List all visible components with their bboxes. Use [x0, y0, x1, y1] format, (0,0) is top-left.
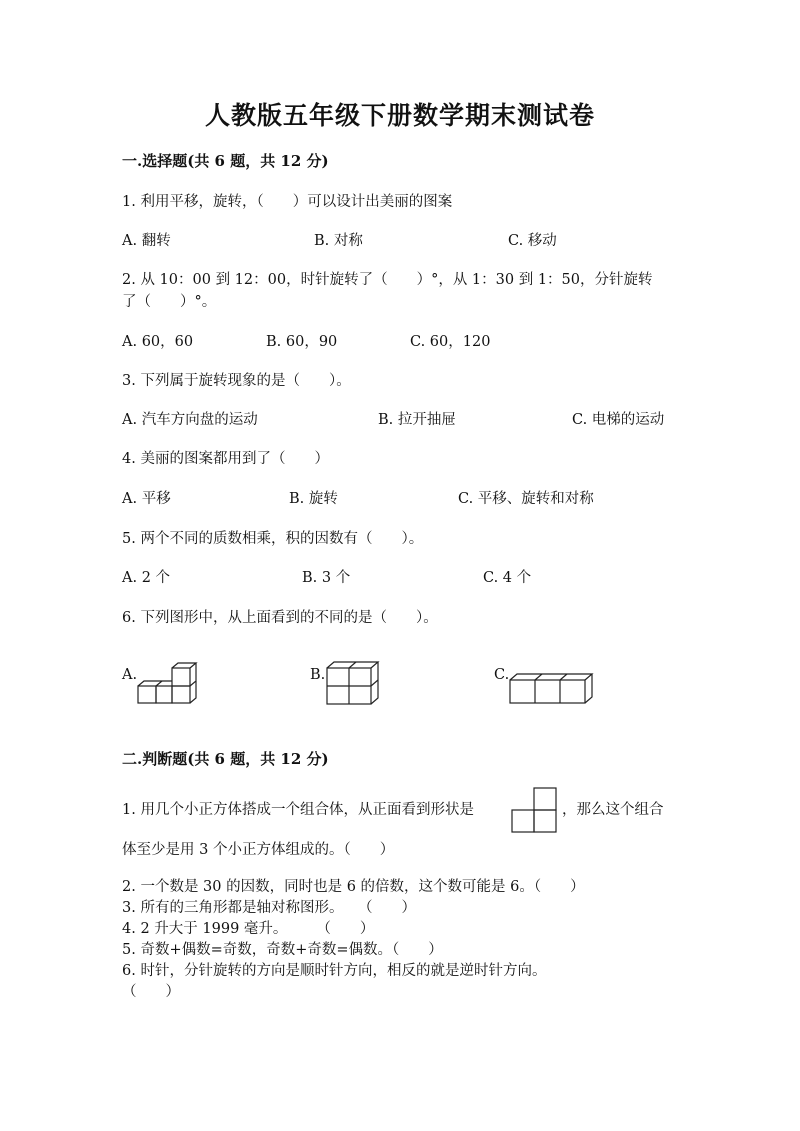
- q6-option-b[interactable]: B.: [310, 667, 326, 683]
- q2-option-b[interactable]: B. 60，90: [266, 334, 338, 350]
- cube-figure-b: [327, 660, 381, 706]
- judge-question-2: 2. 一个数是 30 的因数，同时也是 6 的倍数，这个数可能是 6。（ ）: [122, 879, 585, 895]
- q4-option-b[interactable]: B. 旋转: [289, 491, 338, 507]
- question-3: 3. 下列属于旋转现象的是（ ）。: [122, 373, 351, 389]
- question-2-line-1: 2. 从 10：00 到 12：00，时针旋转了（ ）°，从 1：30 到 1：50，分针旋转: [122, 272, 653, 288]
- q5-option-b[interactable]: B. 3 个: [302, 570, 351, 586]
- judge-question-6-line-2: （ ）: [122, 984, 180, 1000]
- q5-option-c[interactable]: C. 4 个: [483, 570, 532, 586]
- judge-question-6-line-1: 6. 时针，分针旋转的方向是顺时针方向，相反的就是逆时针方向。: [122, 963, 547, 979]
- q3-option-c[interactable]: C. 电梯的运动: [572, 412, 665, 428]
- q4-option-a[interactable]: A. 平移: [122, 491, 171, 507]
- question-5: 5. 两个不同的质数相乘，积的因数有（ ）。: [122, 531, 424, 547]
- judge-question-3: 3. 所有的三角形都是轴对称图形。 （ ）: [122, 900, 416, 916]
- front-view-figure: [510, 787, 558, 833]
- question-1: 1. 利用平移，旋转，（ ）可以设计出美丽的图案: [122, 194, 453, 210]
- q3-option-a[interactable]: A. 汽车方向盘的运动: [122, 412, 258, 428]
- cube-figure-a: [138, 660, 198, 706]
- q6-option-c[interactable]: C.: [494, 667, 510, 683]
- q4-option-c[interactable]: C. 平移、旋转和对称: [458, 491, 594, 507]
- q5-option-a[interactable]: A. 2 个: [122, 570, 171, 586]
- question-2-line-2: 了（ ）°。: [122, 294, 217, 310]
- question-6: 6. 下列图形中，从上面看到的不同的是（ ）。: [122, 610, 438, 626]
- q6-option-a[interactable]: A.: [122, 667, 138, 683]
- q1-option-b[interactable]: B. 对称: [314, 233, 363, 249]
- q3-option-b[interactable]: B. 拉开抽屉: [378, 412, 456, 428]
- judge-question-5: 5. 奇数+偶数=奇数，奇数+奇数=偶数。（ ）: [122, 942, 443, 958]
- judge-question-1-part-2: ，那么这个组合: [562, 802, 664, 818]
- q2-option-a[interactable]: A. 60，60: [122, 334, 194, 350]
- judge-question-1-part-1: 1. 用几个小正方体搭成一个组合体，从正面看到形状是: [122, 802, 474, 818]
- q1-option-a[interactable]: A. 翻转: [122, 233, 171, 249]
- q1-option-c[interactable]: C. 移动: [508, 233, 557, 249]
- cube-figure-c: [510, 672, 594, 706]
- q2-option-c[interactable]: C. 60，120: [410, 334, 491, 350]
- judge-question-1-line-2: 体至少是用 3 个小正方体组成的。（ ）: [122, 842, 395, 858]
- page-title: 人教版五年级下册数学期末测试卷: [204, 101, 595, 130]
- judge-question-4: 4. 2 升大于 1999 毫升。 （ ）: [122, 921, 375, 937]
- question-4: 4. 美丽的图案都用到了（ ）: [122, 451, 329, 467]
- section-heading-judge: 二.判断题(共 6 题，共 12 分): [122, 750, 329, 768]
- section-heading-choice: 一.选择题(共 6 题，共 12 分): [122, 152, 329, 170]
